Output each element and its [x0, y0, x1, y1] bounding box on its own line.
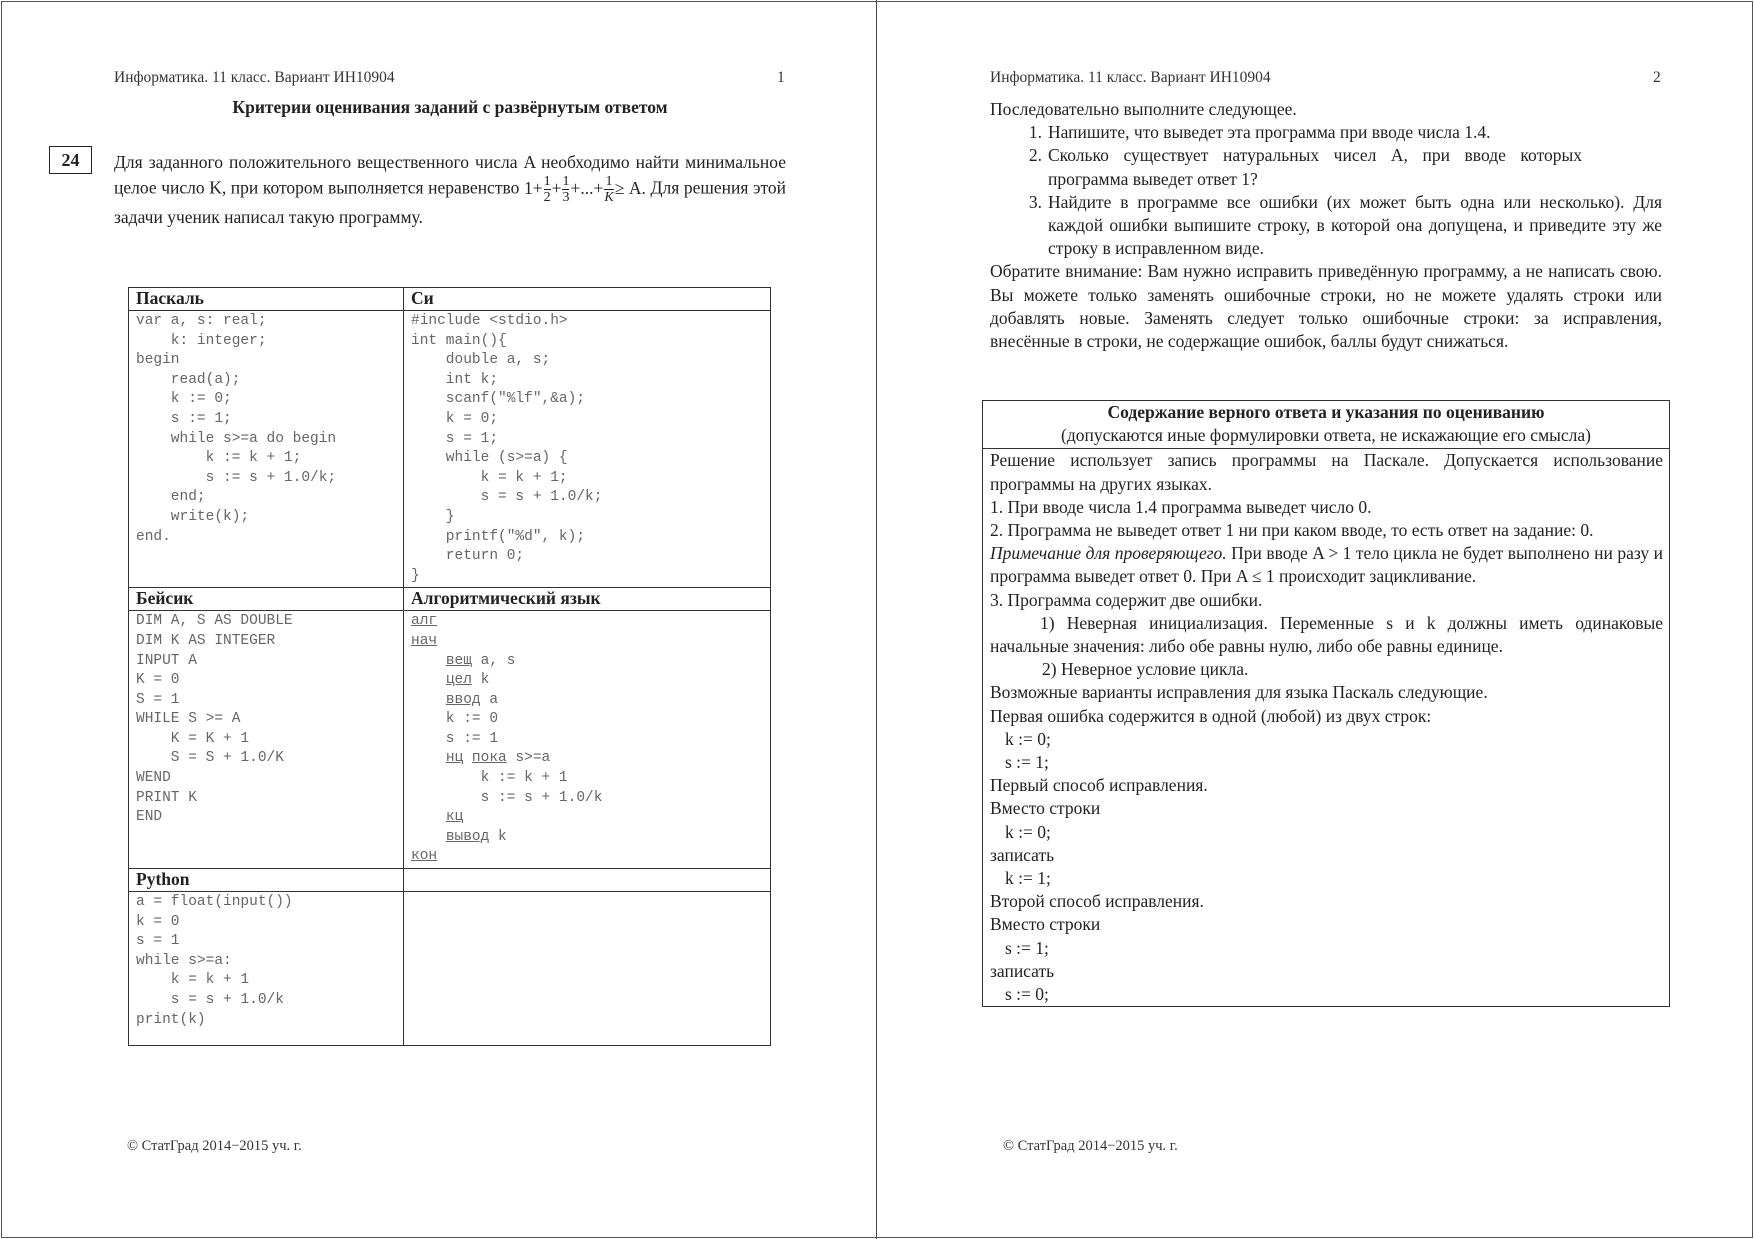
list-item: 1. Напишите, что выведет эта программа при вводе числа 1.4. — [1028, 122, 1491, 143]
code-line: цел k — [445, 672, 490, 689]
notice: Обратите внимание: Вам нужно исправить приведённую программу, а не написать свою. Вы можете только заменять ошибочные строки, но не можете удалять строки или добавлять новые. Заменять следует только ошибочные строки: за исправления, внесённые в строки, не содержащие ошибок, баллы будут снижаться. — [990, 261, 1662, 352]
code-basic — [129, 611, 404, 869]
code-line: s := 1; — [1005, 752, 1049, 773]
code-line — [411, 808, 763, 828]
task-number: 24 — [49, 146, 92, 174]
task-intro-end: Для решения этой задачи ученик написал такую программу. — [114, 177, 787, 227]
instructions-list — [990, 121, 1662, 260]
code-line: K = 0 — [136, 672, 180, 689]
code-line: write(k); — [136, 508, 250, 525]
checker-note: Примечание для проверяющего. При вводе A > 1 тело цикла не будет выполнено ни разу и программа выведет ответ 0. При A ≤ 1 происходит зацикливание. — [990, 543, 1663, 587]
task-statement — [114, 150, 786, 229]
answer-box — [982, 400, 1670, 1007]
code-line: вещ a, s — [445, 652, 516, 669]
answer-text: Вместо строки — [990, 798, 1101, 819]
keyword: вывод — [445, 828, 490, 845]
code-pascal — [129, 311, 404, 588]
code-line: while s>=a do begin — [136, 430, 337, 447]
page2-number: 2 — [1653, 69, 1661, 86]
code-line — [411, 632, 763, 652]
code-line: } — [411, 567, 420, 584]
keyword: цел — [445, 672, 472, 689]
page1-number: 1 — [777, 69, 785, 86]
code-line: s := s + 1.0/k; — [136, 469, 337, 486]
code-line — [411, 612, 763, 632]
code-line: s := 1; — [1005, 937, 1049, 958]
answer-text: записать — [990, 960, 1055, 981]
code-line: k := 1; — [1005, 868, 1051, 889]
answer-body — [983, 449, 1669, 1006]
answer-subtitle: (допускаются иные формулировки ответа, не искажающие его смысла) — [1061, 425, 1591, 446]
code-line: s := s + 1.0/k — [411, 789, 603, 806]
code-line: end. — [136, 528, 171, 545]
page-divider — [876, 0, 877, 1239]
program-table — [128, 287, 771, 1046]
code-line: INPUT A — [136, 652, 197, 669]
answer-text: Вместо строки — [990, 914, 1101, 935]
answer-text: Второй способ исправления. — [990, 891, 1204, 912]
answer-title: Содержание верного ответа и указания по оцениванию — [1107, 402, 1545, 422]
keyword: пока — [471, 750, 507, 767]
code-c — [404, 311, 771, 588]
keyword: алг — [411, 613, 438, 630]
code-line: ввод a — [445, 691, 499, 708]
code-line: scanf("%lf",&a); — [411, 391, 586, 408]
header-algo: Алгоритмический язык — [404, 588, 771, 611]
empty-cell — [404, 892, 771, 1046]
answer-text: Решение использует запись программы на Паскале. Допускается использование программы на других языках. — [990, 450, 1663, 494]
code-line: k := k + 1; — [136, 450, 302, 467]
code-line: WEND — [136, 770, 171, 787]
code-line: return 0; — [411, 548, 525, 565]
code-line: END — [136, 809, 163, 826]
answer-text: Возможные варианты исправления для языка Паскаль следующие. — [990, 682, 1488, 703]
code-line: s := 0; — [1005, 984, 1049, 1005]
code-line: printf("%d", k); — [411, 528, 586, 545]
code-line: k := 0; — [1005, 821, 1051, 842]
instructions-lead: Последовательно выполните следующее. — [990, 99, 1297, 119]
code-line: } — [411, 508, 455, 525]
code-line: S = S + 1.0/K — [136, 750, 284, 767]
code-line: S = 1 — [136, 691, 180, 708]
answer-text: Первая ошибка содержится в одной (любой) из двух строк: — [990, 705, 1432, 726]
code-line: #include <stdio.h> — [411, 313, 568, 329]
page-title: Критерии оценивания заданий с развёрнутым ответом — [232, 97, 668, 117]
code-line: var a, s: real; — [136, 313, 267, 329]
code-line: double a, s; — [411, 352, 551, 369]
code-line: DIM A, S AS DOUBLE — [136, 613, 293, 630]
task-instructions — [990, 98, 1662, 353]
code-line: K = K + 1 — [136, 730, 250, 747]
code-line: end; — [136, 489, 206, 506]
page2-footer: © СтатГрад 2014−2015 уч. г. — [1003, 1138, 1178, 1154]
answer-text: записать — [990, 844, 1055, 865]
answer-header — [983, 401, 1669, 449]
answer-3: 3. Программа содержит две ошибки. — [990, 589, 1263, 610]
code-line: WHILE S >= A — [136, 711, 241, 728]
header-c: Си — [404, 288, 771, 311]
list-item: 3. Найдите в программе все ошибки (их может быть одна или несколько). Для каждой ошибки выпишите строку, в которой она допущена, и приведите эту же строку в исправленном виде. — [1028, 191, 1662, 259]
code-line: нц пока s>=a — [445, 750, 551, 767]
code-line: k = 0; — [411, 410, 499, 427]
code-line: while s>=a: — [136, 952, 232, 969]
header-pascal: Паскаль — [129, 288, 404, 311]
page1-header: Информатика. 11 класс. Вариант ИН10904 — [114, 69, 395, 86]
task-intro: Для заданного положительного вещественного числа A необходимо найти минимальное целое число K, при котором выполняется неравенство — [114, 152, 786, 198]
code-line: s = 1; — [411, 430, 499, 447]
error-2: 2) Неверное условие цикла. — [1042, 659, 1249, 680]
answer-1: 1. При вводе числа 1.4 программа выведет число 0. — [990, 496, 1372, 517]
code-python — [129, 892, 404, 1046]
code-line: int k; — [411, 371, 499, 388]
code-line — [411, 847, 763, 867]
keyword: кон — [411, 848, 438, 865]
list-item: 2. Сколько существует натуральных чисел A, при вводе которых программа выведет ответ 1? — [1028, 145, 1582, 189]
code-line: k := 0 — [411, 711, 499, 728]
code-line: k := 0; — [1005, 728, 1051, 749]
code-line: k = k + 1; — [411, 469, 568, 486]
code-line: print(k) — [136, 1011, 206, 1028]
code-line: begin — [136, 352, 180, 369]
code-line: s := 1; — [136, 410, 232, 427]
code-line: k = k + 1 — [136, 972, 250, 989]
code-line: while (s>=a) { — [411, 450, 568, 467]
code-line: int main(){ — [411, 332, 507, 349]
code-line: k := k + 1 — [411, 770, 568, 787]
code-line: DIM K AS INTEGER — [136, 632, 276, 649]
answer-2: 2. Программа не выведет ответ 1 ни при каком вводе, то есть ответ на задание: 0. — [990, 520, 1594, 541]
header-python: Python — [129, 869, 404, 892]
keyword: кц — [445, 809, 464, 826]
keyword: вещ — [445, 652, 472, 669]
answer-text: Первый способ исправления. — [990, 775, 1208, 796]
code-line: k := 0; — [136, 391, 232, 408]
page2-header: Информатика. 11 класс. Вариант ИН10904 — [990, 69, 1271, 86]
inequality-formula: 1+ $\frac{1}{2}$ + $\frac{1}{3}$ +...+ $\frac{1}{K}\ge A$. — [523, 174, 646, 205]
keyword: нач — [411, 632, 438, 649]
code-line: read(a); — [136, 371, 241, 388]
code-line: s = s + 1.0/k — [136, 992, 284, 1008]
code-line: PRINT K — [136, 789, 197, 806]
code-line: s = 1 — [136, 933, 180, 950]
keyword: ввод — [445, 691, 481, 708]
code-line: k = 0 — [136, 913, 180, 930]
page1-footer: © СтатГрад 2014−2015 уч. г. — [127, 1138, 302, 1154]
code-line: s = s + 1.0/k; — [411, 489, 603, 506]
code-line: k: integer; — [136, 332, 267, 349]
code-line: вывод k — [445, 828, 507, 845]
header-empty — [404, 869, 771, 892]
error-1: 1) Неверная инициализация. Переменные s и k должны иметь одинаковые начальные значения: либо обе равны нулю, либо обе равны единице. — [990, 612, 1663, 657]
code-line: a = float(input()) — [136, 894, 293, 911]
code-line: s := 1 — [411, 730, 499, 747]
code-algo — [404, 611, 771, 869]
header-basic: Бейсик — [129, 588, 404, 611]
keyword: нц — [445, 750, 464, 767]
